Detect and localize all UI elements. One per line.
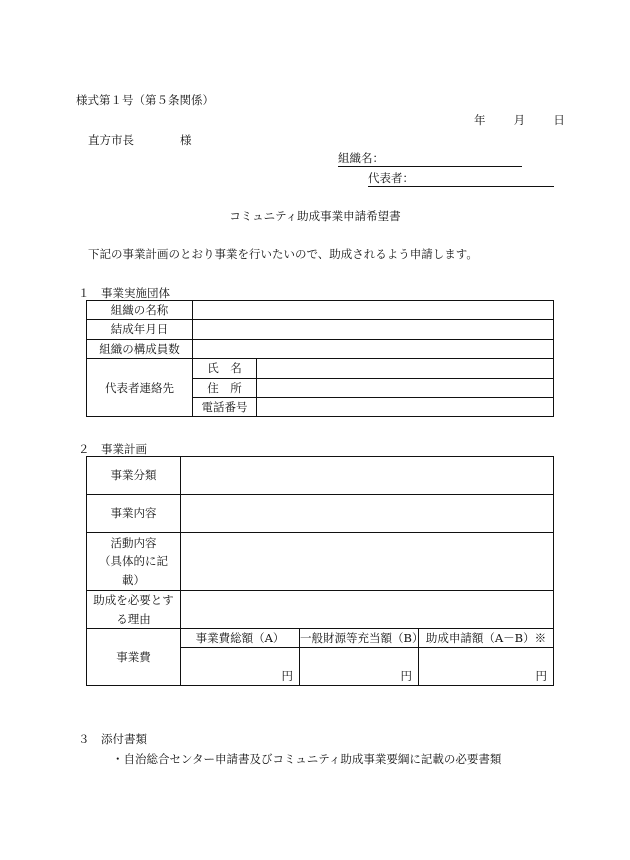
activity-header-line2: （具体的に記 [99, 554, 168, 569]
project-plan-table [86, 456, 554, 686]
table-row [87, 301, 554, 320]
table-row [87, 495, 554, 533]
honorific: 様 [180, 133, 192, 147]
contact-header: 代表者連絡先 [87, 359, 193, 417]
contact-name-header: 氏 名 [193, 359, 257, 378]
representative-field[interactable] [368, 170, 554, 187]
addressee: 直方市長 [88, 133, 134, 147]
cost-grant-cell[interactable] [419, 648, 554, 686]
contact-phone-cell[interactable] [257, 397, 554, 416]
cost-total-header: 事業費総額（A） [181, 629, 300, 648]
founded-header: 結成年月日 [87, 320, 193, 339]
contact-phone-header: 電話番号 [193, 397, 257, 416]
table-row [87, 457, 554, 495]
contact-address-cell[interactable] [257, 378, 554, 397]
form-number: 様式第１号（第５条関係） [76, 93, 214, 107]
attachment-item: ・自治総合センター申請書及びコミュニティ助成事業要綱に記載の必要書類 [112, 752, 502, 766]
representative-label: 代表者： [368, 171, 414, 185]
reason-header [87, 591, 181, 629]
table-row [87, 359, 554, 378]
yen-unit: 円 [400, 669, 412, 683]
intro-text: 下記の事業計画のとおり事業を行いたいので、助成されるよう申請します。 [88, 247, 478, 261]
cost-grant-header: 助成申請額（A－B）※ [419, 629, 554, 648]
contact-name-cell[interactable] [257, 359, 554, 378]
category-header: 事業分類 [87, 457, 181, 495]
org-name-cell[interactable] [193, 301, 554, 320]
table-row [87, 591, 554, 629]
section1-heading: １ 事業実施団体 [78, 286, 170, 300]
members-cell[interactable] [193, 339, 554, 358]
activity-header-line3: 載） [122, 572, 145, 587]
members-header: 組織の構成員数 [87, 339, 193, 358]
org-name-field[interactable] [338, 150, 522, 167]
table-row [87, 533, 554, 591]
section3-heading: ３ 添付書類 [78, 732, 147, 746]
org-name-header: 組織の名称 [87, 301, 193, 320]
cost-header: 事業費 [87, 629, 181, 686]
date-month: 月 [513, 113, 526, 127]
date-line [474, 112, 565, 128]
document-title: コミュニティ助成事業申請希望書 [229, 209, 401, 223]
cost-general-cell[interactable] [300, 648, 419, 686]
contact-address-header: 住 所 [193, 378, 257, 397]
activity-header [87, 533, 181, 591]
content-header: 事業内容 [87, 495, 181, 533]
table-row [87, 320, 554, 339]
cost-general-header: 一般財源等充当額（B） [300, 629, 419, 648]
activity-header-line1: 活動内容 [110, 535, 157, 550]
reason-header-line1: 助成を必要とす [93, 593, 174, 608]
founded-cell[interactable] [193, 320, 554, 339]
section2-heading: ２ 事業計画 [78, 442, 147, 456]
activity-cell[interactable] [181, 533, 554, 591]
org-name-label: 組織名： [338, 151, 384, 165]
table-row [87, 339, 554, 358]
yen-unit: 円 [535, 669, 547, 683]
organization-table [86, 300, 554, 417]
cost-total-cell[interactable] [181, 648, 300, 686]
category-cell[interactable] [181, 457, 554, 495]
date-day: 日 [553, 113, 565, 127]
table-row [87, 629, 554, 648]
content-cell[interactable] [181, 495, 554, 533]
reason-header-line2: る理由 [116, 611, 151, 626]
yen-unit: 円 [281, 669, 293, 683]
date-year: 年 [474, 113, 486, 127]
reason-cell[interactable] [181, 591, 554, 629]
